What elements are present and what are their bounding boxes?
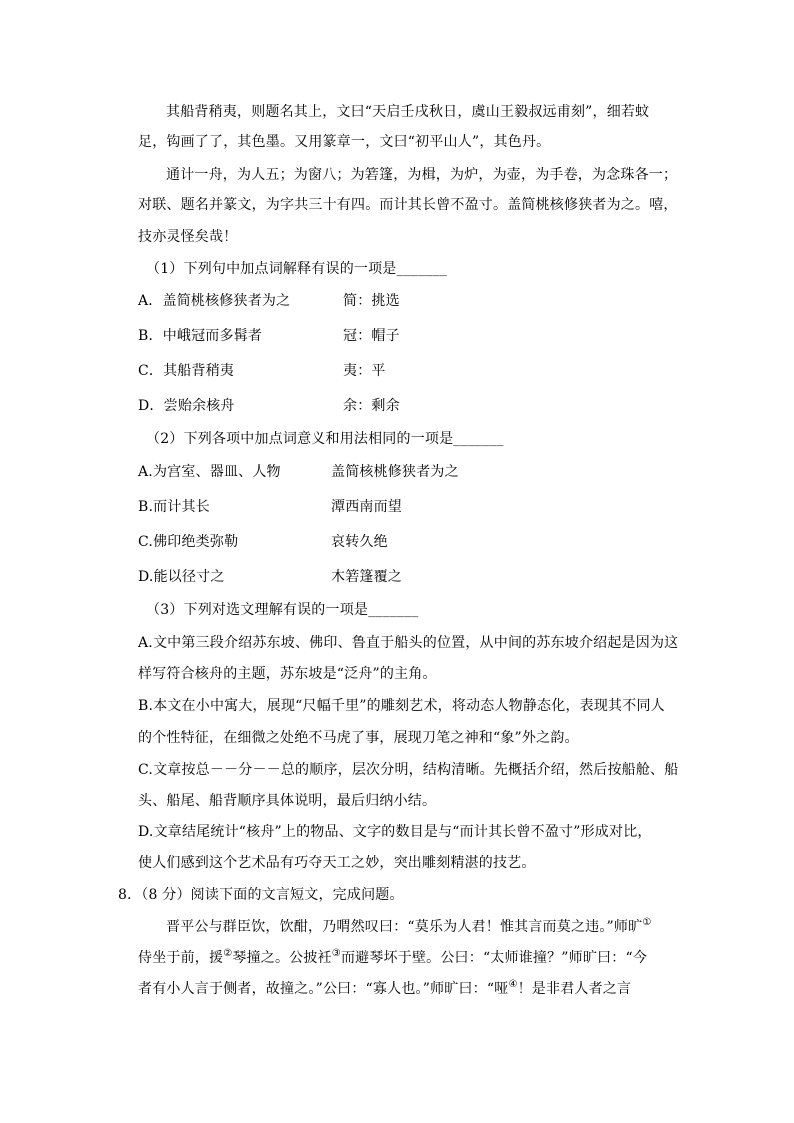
q1-option-d-text: D．尝贻余核舟 (138, 398, 235, 414)
q3-option-b-line-1: B.本文在小中寓大，展现“尺幅千里”的雕刻艺术，将动态人物静态化，表现其不同人 (138, 698, 665, 714)
footnote-marker-3: ③ (331, 948, 341, 959)
footnote-marker-2: ② (223, 948, 233, 959)
paragraph-2-line-1: 通计一舟，为人五；为窗八；为箬篷，为楫，为炉，为壶，为手卷，为念珠各一； (166, 167, 678, 183)
q8-passage-line-2: 侍坐于前，援②琴撞之。公披衽③而避琴坏于壁。公曰：“太师谁撞？”师旷曰：“今 (138, 948, 648, 966)
q1-option-b-gloss: 冠：帽子 (343, 328, 400, 344)
q1-option-d-gloss: 余：剩余 (343, 398, 400, 414)
q1-option-c-gloss: 夷：平 (343, 363, 386, 379)
q1-option-c (138, 361, 386, 381)
q3-option-c-line-1: C.文章按总－－分－－总的顺序，层次分明，结构清晰。先概括介绍，然后按船舱、船 (138, 762, 679, 778)
question-3-stem: （3）下列对选文理解有误的一项是_______ (146, 602, 419, 618)
q1-option-b-text: B．中峨冠而多髯者 (138, 328, 263, 344)
q8-passage-line-4: 者有小人言于侧者，故撞之。”公曰：“寡人也。”师旷曰：“哑④！是非君人者之言 (138, 979, 632, 997)
q3-option-a-line-1: A.文中第三段介绍苏东坡、佛印、鲁直于船头的位置，从中间的苏东坡介绍起是因为这 (138, 635, 679, 651)
q2-option-a-right: 盖简核桃修狭者为之 (331, 464, 459, 480)
q2-option-c-right: 哀转久绝 (331, 534, 388, 550)
q2-option-b (138, 497, 402, 517)
q2-option-c (138, 532, 388, 552)
q3-option-b-line-2: 的个性特征，在细微之处绝不马虎了事，展现刀笔之神和“象”外之韵。 (138, 730, 579, 746)
q3-option-d-line-2: 使人们感到这个艺术品有巧夺天工之妙，突出雕刻精湛的技艺。 (138, 855, 536, 871)
question-2-stem: （2）下列各项中加点词意义和用法相同的一项是_______ (146, 431, 504, 447)
q3-option-c-line-2: 头、船尾、船背顺序具体说明，最后归纳小结。 (138, 793, 437, 809)
footnote-marker-4: ④ (508, 979, 518, 990)
footnote-marker-1: ① (642, 917, 652, 928)
q1-option-d (138, 396, 400, 416)
q1-option-a-text: A．盖简桃核修狭者为之 (138, 293, 291, 309)
q2-option-c-left: C.佛印绝类弥勒 (138, 534, 239, 550)
paragraph-2-line-2: 对联、题名并篆文，为字共三十有四。而计其长曾不盈寸。盖简桃核修狭者为之。嘻， (138, 197, 678, 213)
q2-option-a-left: A.为宫室、器皿、人物 (138, 464, 281, 480)
q1-option-a (138, 291, 400, 311)
paragraph-1-line-2: 足，钩画了了，其色墨。又用篆章一，文曰“初平山人”，其色丹。 (138, 134, 551, 150)
q1-option-c-text: C．其船背稍夷 (138, 363, 235, 379)
q1-option-b (138, 326, 400, 346)
q8-passage-line-1: 晋平公与群臣饮，饮酣，乃喟然叹曰：“莫乐为人君！惟其言而莫之违。”师旷① (166, 917, 652, 935)
paragraph-2-line-3: 技亦灵怪矣哉！ (138, 229, 238, 245)
q2-option-d (138, 567, 402, 587)
q2-option-d-right: 木箬篷覆之 (331, 569, 402, 585)
q3-option-a-line-2: 样写符合核舟的主题，苏东坡是“泛舟”的主角。 (138, 666, 437, 682)
q2-option-b-left: B.而计其长 (138, 499, 210, 515)
q2-option-b-right: 潭西南而望 (331, 499, 402, 515)
q2-option-d-left: D.能以径寸之 (138, 569, 225, 585)
q1-option-a-gloss: 简：挑选 (343, 293, 400, 309)
q2-option-a (138, 462, 459, 482)
question-1-stem: （1）下列句中加点词解释有误的一项是_______ (146, 261, 447, 277)
question-8-header: 8．（8 分）阅读下面的文言短文，完成问题。 (118, 887, 404, 903)
q3-option-d-line-1: D.文章结尾统计“核舟”上的物品、文字的数目是与“而计其长曾不盈寸”形成对比， (138, 824, 652, 840)
paragraph-1-line-1: 其船背稍夷，则题名其上，文曰“天启壬戌秋日，虞山王毅叔远甫刻”，细若蚊 (166, 104, 650, 120)
